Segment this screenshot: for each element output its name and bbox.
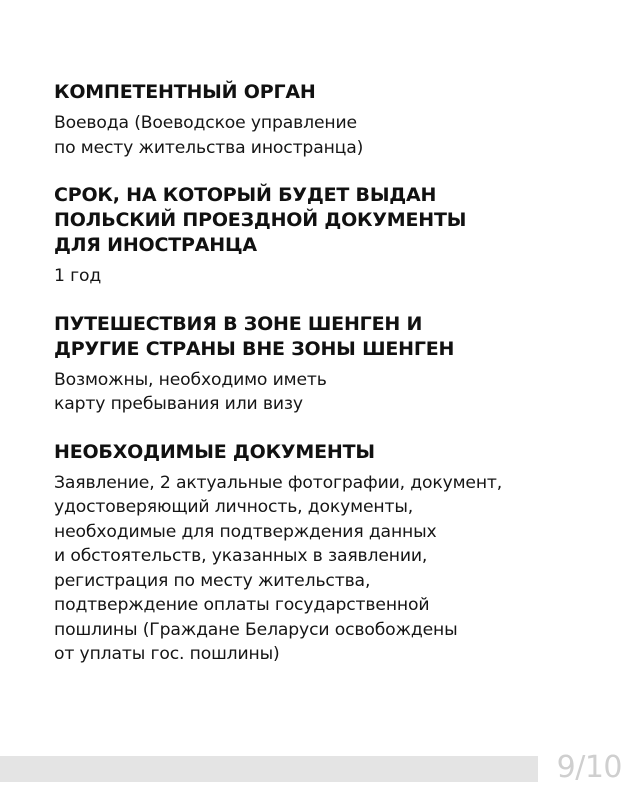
section-schengen-travel bbox=[54, 312, 614, 417]
body-line: от уплаты гос. пошлины) bbox=[54, 644, 280, 664]
section-heading bbox=[54, 440, 614, 465]
body-line: необходимые для подтверждения данных bbox=[54, 521, 437, 542]
body-line: пошлины (Граждане Беларуси освобождены bbox=[54, 619, 458, 640]
body-line: подтверждение оплаты государственной bbox=[54, 595, 430, 615]
body-line: 1 год bbox=[54, 266, 102, 286]
section-heading bbox=[54, 183, 614, 258]
section-body bbox=[54, 111, 614, 160]
heading-line: ПУТЕШЕСТВИЯ В ЗОНЕ ШЕНГЕН И bbox=[54, 312, 423, 335]
section-required-documents bbox=[54, 440, 614, 667]
section-body bbox=[54, 264, 614, 289]
page-number: 9/10 bbox=[556, 750, 622, 785]
section-body bbox=[54, 368, 614, 417]
heading-line: ДРУГИЕ СТРАНЫ ВНЕ ЗОНЫ ШЕНГЕН bbox=[54, 337, 455, 360]
body-line: по месту жительства иностранца) bbox=[54, 137, 364, 158]
section-heading bbox=[54, 312, 614, 362]
body-line: Возможны, необходимо иметь bbox=[54, 369, 327, 390]
body-line: карту пребывания или визу bbox=[54, 394, 303, 414]
document-content bbox=[54, 80, 614, 667]
footer-bar bbox=[0, 756, 538, 782]
section-heading bbox=[54, 80, 614, 105]
heading-line: КОМПЕТЕНТНЫЙ ОРГАН bbox=[54, 81, 316, 103]
body-line: регистрация по месту жительства, bbox=[54, 570, 371, 591]
heading-line: ДЛЯ ИНОСТРАНЦА bbox=[54, 234, 257, 256]
body-line: Воевода (Воеводское управление bbox=[54, 113, 357, 133]
section-body bbox=[54, 471, 614, 667]
body-line: и обстоятельств, указанных в заявлении, bbox=[54, 546, 428, 566]
body-line: Заявление, 2 актуальные фотографии, документ, bbox=[54, 472, 503, 493]
body-line: удостоверяющий личность, документы, bbox=[54, 497, 414, 517]
heading-line: СРОК, НА КОТОРЫЙ БУДЕТ ВЫДАН bbox=[54, 184, 437, 206]
heading-line: ПОЛЬСКИЙ ПРОЕЗДНОЙ ДОКУМЕНТЫ bbox=[54, 209, 467, 231]
section-competent-authority bbox=[54, 80, 614, 160]
section-validity-period bbox=[54, 183, 614, 289]
heading-line: НЕОБХОДИМЫЕ ДОКУМЕНТЫ bbox=[54, 440, 375, 463]
